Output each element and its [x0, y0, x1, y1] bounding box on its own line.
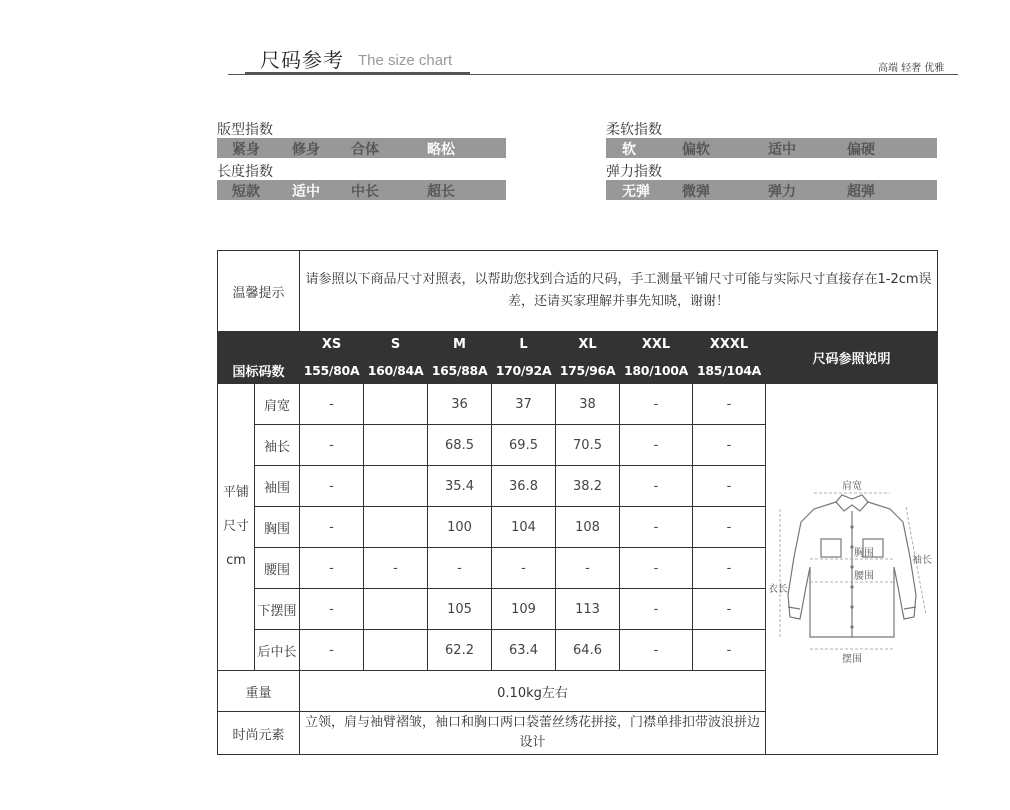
table-cell: - [693, 466, 766, 507]
fit-option-tight: 紧身 [232, 142, 260, 158]
table-cell: 69.5 [492, 425, 556, 466]
table-cell: - [693, 384, 766, 425]
weight-label: 重量 [218, 671, 300, 712]
row-label: 肩宽 [255, 384, 300, 425]
size-header-xl: XL [556, 332, 620, 358]
table-cell: - [620, 384, 693, 425]
intl-code-m: 165/88A [428, 358, 492, 384]
category-line-2: 尺寸 [222, 519, 249, 534]
table-cell: 104 [492, 507, 556, 548]
length-option-mid-long: 中长 [351, 184, 379, 200]
table-cell: - [693, 425, 766, 466]
header-accent-bar [245, 72, 470, 75]
table-cell: - [693, 548, 766, 589]
fit-option-loose: 略松 [427, 142, 455, 158]
table-cell [364, 507, 428, 548]
diagram-sleeve-label: 袖长 [912, 555, 933, 566]
table-cell: - [300, 630, 364, 671]
size-header-m: M [428, 332, 492, 358]
page-title: 尺码参考 [260, 48, 344, 72]
category-line-1: 平铺 [222, 485, 249, 500]
table-cell: - [300, 466, 364, 507]
shirt-diagram [766, 467, 938, 667]
diagram-chest-label: 胸围 [854, 548, 875, 559]
table-cell: - [428, 548, 492, 589]
table-cell: - [364, 548, 428, 589]
table-cell: - [300, 507, 364, 548]
elasticity-option-slight: 微弹 [682, 184, 710, 200]
reference-label: 尺码参照说明 [766, 332, 938, 384]
table-cell: - [620, 466, 693, 507]
page-subtitle: The size chart [358, 52, 453, 69]
intl-code-xl: 175/96A [556, 358, 620, 384]
row-label: 胸围 [255, 507, 300, 548]
fit-option-slim: 修身 [292, 142, 320, 158]
table-cell: 109 [492, 589, 556, 630]
diagram-shoulder-label: 肩宽 [842, 481, 863, 492]
table-cell [364, 630, 428, 671]
fashion-value: 立领，肩与袖臂褶皱，袖口和胸口两口袋蕾丝绣花拼接，门襟单排扣带波浪拼边设计 [300, 712, 766, 755]
category-label [218, 384, 255, 671]
row-label: 后中长 [255, 630, 300, 671]
table-cell: 113 [556, 589, 620, 630]
table-cell: - [620, 589, 693, 630]
row-label: 腰围 [255, 548, 300, 589]
table-cell: - [492, 548, 556, 589]
tip-label: 温馨提示 [218, 251, 300, 332]
table-cell: - [620, 630, 693, 671]
table-cell: - [693, 589, 766, 630]
intl-size-label: 国标码数 [218, 358, 300, 384]
row-label: 下摆围 [255, 589, 300, 630]
table-cell: 63.4 [492, 630, 556, 671]
tip-text: 请参照以下商品尺寸对照表，以帮助您找到合适的尺码，手工测量平铺尺寸可能与实际尺寸直接存在1-2cm误差，还请买家理解并事先知晓，谢谢！ [300, 251, 938, 332]
size-header-blank [218, 332, 300, 358]
table-cell: - [300, 589, 364, 630]
fit-index-label: 版型指数 [217, 122, 273, 138]
table-cell: - [620, 425, 693, 466]
intl-code-xxxl: 185/104A [693, 358, 766, 384]
table-cell: 38 [556, 384, 620, 425]
table-cell: 108 [556, 507, 620, 548]
diagram-length-label: 衣长 [768, 584, 789, 595]
table-cell: - [693, 630, 766, 671]
category-line-3: cm [226, 553, 246, 568]
elasticity-option-none: 无弹 [622, 184, 650, 200]
brand-tagline: 高端 轻奢 优雅 [878, 63, 945, 74]
length-option-medium: 适中 [292, 184, 320, 200]
intl-code-s: 160/84A [364, 358, 428, 384]
table-cell: - [300, 384, 364, 425]
table-cell [364, 589, 428, 630]
table-cell: 36.8 [492, 466, 556, 507]
weight-value: 0.10kg左右 [300, 671, 766, 712]
elasticity-index-label: 弹力指数 [606, 164, 662, 180]
length-option-short: 短款 [232, 184, 260, 200]
intl-code-l: 170/92A [492, 358, 556, 384]
size-header-xxxl: XXXL [693, 332, 766, 358]
softness-option-hard: 偏硬 [847, 142, 875, 158]
length-index-bar [217, 180, 506, 200]
table-cell [364, 425, 428, 466]
elasticity-option-super: 超弹 [847, 184, 875, 200]
softness-option-soft: 软 [622, 142, 636, 158]
table-cell: - [300, 548, 364, 589]
length-index-label: 长度指数 [217, 164, 273, 180]
shirt-diagram-cell [766, 384, 938, 755]
table-cell: 37 [492, 384, 556, 425]
fit-option-regular: 合体 [351, 142, 379, 158]
softness-option-softish: 偏软 [682, 142, 710, 158]
table-cell [364, 466, 428, 507]
table-cell: - [693, 507, 766, 548]
intl-code-xxl: 180/100A [620, 358, 693, 384]
table-row [218, 384, 938, 425]
row-label: 袖长 [255, 425, 300, 466]
table-cell: 64.6 [556, 630, 620, 671]
softness-index-label: 柔软指数 [606, 122, 662, 138]
size-table [217, 250, 938, 755]
row-label: 袖围 [255, 466, 300, 507]
size-header-l: L [492, 332, 556, 358]
table-cell: - [300, 425, 364, 466]
size-header-xs: XS [300, 332, 364, 358]
softness-option-medium: 适中 [768, 142, 796, 158]
size-header-xxl: XXL [620, 332, 693, 358]
elasticity-option-stretch: 弹力 [768, 184, 796, 200]
table-cell: - [620, 548, 693, 589]
table-cell: 68.5 [428, 425, 492, 466]
elasticity-index-bar [606, 180, 937, 200]
table-cell: 36 [428, 384, 492, 425]
diagram-hem-label: 摆围 [842, 654, 863, 665]
table-cell: 70.5 [556, 425, 620, 466]
diagram-waist-label: 腰围 [854, 571, 875, 582]
table-cell: 105 [428, 589, 492, 630]
table-cell: 100 [428, 507, 492, 548]
table-cell [364, 384, 428, 425]
fit-index-bar [217, 138, 506, 158]
table-cell: 35.4 [428, 466, 492, 507]
table-cell: 62.2 [428, 630, 492, 671]
softness-index-bar [606, 138, 937, 158]
size-header-s: S [364, 332, 428, 358]
table-cell: - [620, 507, 693, 548]
intl-code-xs: 155/80A [300, 358, 364, 384]
table-cell: - [556, 548, 620, 589]
length-option-extra-long: 超长 [427, 184, 455, 200]
table-cell: 38.2 [556, 466, 620, 507]
fashion-label: 时尚元素 [218, 712, 300, 755]
